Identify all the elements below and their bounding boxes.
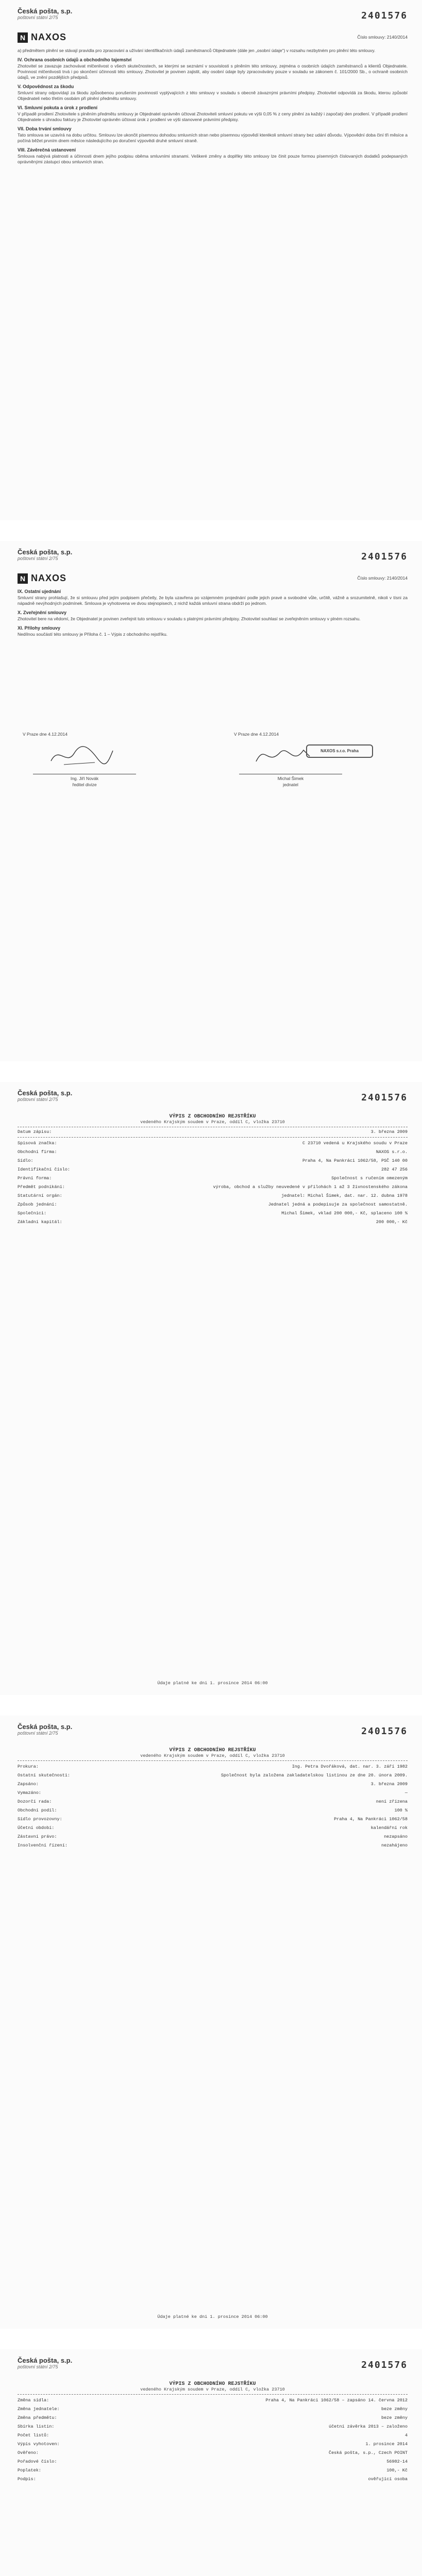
company-subtitle: poštovní státní 2/75 — [18, 2364, 58, 2369]
company-name: Česká pošta, s.p. — [18, 1089, 73, 1097]
register-row: Dozorčí rada: není zřízena — [18, 1799, 408, 1804]
register-subtitle: vedeného Krajským soudem v Praze, oddíl C, vložka 23710 — [140, 1753, 285, 1758]
register-row: Sídlo provozovny: Praha 4, Na Pankráci 1062/58 — [18, 1817, 408, 1822]
contract-section: X. Zveřejnění smlouvy Zhotovitel bere na vědomí, že Objednatel je povinen zveřejnit tuto smlouvu v souladu s platnými právními předpisy. Zhotovitel souhlasí se zveřejněním smlouvy v plném rozsahu. — [18, 610, 361, 621]
register-row: Spisová značka: C 23710 vedená u Krajského soudu v Praze — [18, 1141, 408, 1146]
contract-sections — [18, 57, 408, 165]
register-row: Počet listů: 4 — [18, 2433, 408, 2438]
signature-block — [18, 732, 408, 809]
page-footer: Údaje platné ke dni 1. prosince 2014 06:00 — [157, 2314, 268, 2319]
contract-section: VII. Doba trvání smlouvy Tato smlouva se uzavírá na dobu určitou. Smlouvu lze ukončit písemnou dohodou smluvních stran nebo písemnou výpovědí kterékoli smluvní strany bez udání důvodu. Výpovědní doba činí tři měsíce a počíná běžet prvním dnem měsíce následujícího po doručení výpovědi druhé smluvní straně. — [18, 126, 408, 143]
register-row: Změna sídla: Praha 4, Na Pankráci 1062/58 – zapsáno 14. června 2012 — [18, 2398, 408, 2403]
signature-right-scribble — [252, 741, 314, 769]
page-header — [18, 2357, 72, 2369]
contract-section: IX. Ostatní ujednání Smluvní strany prohlašují, že si smlouvu před jejím podpisem přečetly, že byla uzavřena po vzájemném projednání podle jejich pravé a svobodné vůle, určitě, vážně a srozumitelně, nikoli v tísni za nápadně nevýhodných podmínek. Smlouva je vyhotovena ve dvou stejnopisech, z nichž každá smluvní strana obdrží po jednom. — [18, 589, 408, 606]
register-entries — [18, 1764, 408, 1849]
register-row: Vymazáno: — — [18, 1790, 408, 1795]
company-name: Česká pošta, s.p. — [18, 548, 73, 556]
page-header — [18, 548, 72, 561]
register-row: Zapsáno: 3. března 2009 — [18, 1782, 408, 1787]
register-row: Společníci: Michal Šimek, vklad 200 000,- Kč, splaceno 100 % — [18, 1211, 408, 1216]
signature-place-left: V Praze dne 4.12.2014 — [23, 732, 67, 737]
naxos-logo-icon: N — [18, 573, 28, 584]
company-subtitle: poštovní státní 2/75 — [18, 15, 58, 20]
signatory-right: Michal Šimek jednatel — [277, 776, 304, 787]
register-row: Změna předmětu: beze změny — [18, 2415, 408, 2420]
contract-section: V. Odpovědnost za škodu Smluvní strany odpovídají za škodu způsobenou porušením povinností vyplývajících z této smlouvy v souladu s obecně závaznými právními předpisy. Zhotovitel odpovídá za škodu, kterou způsobí Objednateli nebo třetím osobám při plnění předmětu smlouvy. — [18, 84, 408, 101]
register-row: Insolvenční řízení: nezahájeno — [18, 1843, 408, 1848]
register-subtitle: vedeného Krajským soudem v Praze, oddíl C, vložka 23710 — [140, 2387, 285, 2392]
document-page-1 — [0, 0, 422, 520]
register-row: Pořadové číslo: 56982-14 — [18, 2459, 408, 2464]
register-row: Ostatní skutečnosti: Společnost byla založena zakladatelskou listinou ze dne 20. února 2009. — [18, 1773, 408, 1778]
company-name: Česká pošta, s.p. — [18, 2357, 73, 2364]
register-row: Sídlo: Praha 4, Na Pankráci 1062/58, PSČ 140 00 — [18, 1158, 408, 1163]
register-row: Obchodní podíl: 100 % — [18, 1808, 408, 1813]
page-header — [18, 1089, 72, 1102]
register-page-3 — [0, 2349, 422, 2576]
page-footer: Údaje platné ke dni 1. prosince 2014 06:00 — [157, 1681, 268, 1686]
contract-section: VIII. Závěrečná ustanovení Smlouva nabývá platnosti a účinnosti dnem jejího podpisu oběma smluvními stranami. Veškeré změny a doplňky této smlouvy lze činit pouze formou písemných číslovaných dodatků podepsaných oprávněnými zástupci obou smluvních stran. — [18, 147, 408, 164]
document-page-2 — [0, 541, 422, 1061]
company-name: Česká pošta, s.p. — [18, 7, 73, 15]
intro-paragraph: a) předmětem plnění se stávají pravidla pro zpracování a užívání identifikačních údajů zaměstnanců Objednatele (dále jen „osobní údaje“) v rozsahu nezbytném pro plnění této smlouvy. — [18, 48, 376, 53]
register-row: Podpis: ověřující osoba — [18, 2477, 408, 2482]
contract-section: IV. Ochrana osobních údajů a obchodního tajemství Zhotovitel se zavazuje zachovávat mlčenlivost o všech skutečnostech, se kterými se seznámí v souvislosti s plněním této smlouvy, zejména o osobních údajích zaměstnanců a klientů Objednatele. Povinnost mlčenlivosti trvá i po skončení účinnosti této smlouvy. Zhotovitel je povinen zajistit, aby osobní údaje byly zpracovávány pouze v souladu se zákonem č. 101/2000 Sb., o ochraně osobních údajů, ve znění pozdějších předpisů. — [18, 57, 408, 80]
register-date-row: Datum zápisu: 3. března 2009 — [18, 1129, 408, 1134]
register-page-2 — [0, 1716, 422, 2329]
register-row: Prokura: Ing. Petra Dvořáková, dat. nar. 3. září 1982 — [18, 1764, 408, 1769]
register-row: Způsob jednání: Jednatel jedná a podepisuje za společnost samostatně. — [18, 1202, 408, 1207]
register-row: Základní kapitál: 200 000,- Kč — [18, 1219, 408, 1225]
register-title: VÝPIS Z OBCHODNÍHO REJSTŘÍKU — [169, 1748, 256, 1753]
contract-reference: Číslo smlouvy: 2140/2014 — [357, 575, 408, 581]
signature-left-scribble — [48, 743, 115, 769]
signatory-left: Ing. Jiří Novák ředitel divize — [70, 776, 99, 787]
naxos-logo: N NAXOS — [18, 573, 66, 584]
register-row: Obchodní firma: NAXOS s.r.o. — [18, 1149, 408, 1155]
register-entries — [18, 1141, 408, 1225]
company-name: Česká pošta, s.p. — [18, 1723, 73, 1731]
company-stamp: NAXOS s.r.o. Praha — [306, 744, 373, 758]
company-subtitle: poštovní státní 2/75 — [18, 1731, 58, 1736]
document-number: 2401576 — [361, 2360, 408, 2370]
naxos-logo: N NAXOS — [18, 32, 66, 43]
register-title: VÝPIS Z OBCHODNÍHO REJSTŘÍKU — [169, 1114, 256, 1120]
contract-section: XI. Přílohy smlouvy Nedílnou součástí této smlouvy je Příloha č. 1 – Výpis z obchodního rejstříku. — [18, 625, 168, 637]
register-row: Zástavní právo: nezapsáno — [18, 1834, 408, 1839]
register-row: Předmět podnikání: výroba, obchod a služby neuvedené v přílohách 1 až 3 živnostenského zákona — [18, 1184, 408, 1190]
document-number: 2401576 — [361, 1726, 408, 1737]
signature-place-right: V Praze dne 4.12.2014 — [234, 732, 279, 737]
document-number: 2401576 — [361, 1092, 408, 1103]
register-row: Změna jednatele: beze změny — [18, 2406, 408, 2412]
document-number: 2401576 — [361, 551, 408, 562]
register-title: VÝPIS Z OBCHODNÍHO REJSTŘÍKU — [169, 2381, 256, 2387]
document-number: 2401576 — [361, 10, 408, 21]
contract-section: VI. Smluvní pokuta a úrok z prodlení V případě prodlení Zhotovitele s plněním předmětu smlouvy je Objednatel oprávněn účtovat Zhotoviteli smluvní pokutu ve výši 0,05 % z ceny plnění za každý i započatý den prodlení. V případě prodlení Objednatele s úhradou faktury je Zhotovitel oprávněn účtovat úrok z prodlení ve výši stanovené právními předpisy. — [18, 105, 408, 122]
register-row: Identifikační číslo: 282 47 256 — [18, 1167, 408, 1172]
register-row: Ověřeno: Česká pošta, s.p., Czech POINT — [18, 2450, 408, 2455]
register-row: Statutární orgán: jednatel: Michal Šimek, dat. nar. 12. dubna 1978 — [18, 1193, 408, 1198]
register-subtitle: vedeného Krajským soudem v Praze, oddíl C, vložka 23710 — [140, 1120, 285, 1125]
register-page-1 — [0, 1082, 422, 1695]
register-row: Sbírka listin: účetní závěrka 2013 – založeno — [18, 2424, 408, 2429]
page-header — [18, 7, 72, 20]
register-row: Výpis vyhotoven: 1. prosince 2014 — [18, 2442, 408, 2447]
register-row: Právní forma: Společnost s ručením omezeným — [18, 1176, 408, 1181]
register-row: Poplatek: 100,- Kč — [18, 2468, 408, 2473]
company-subtitle: poštovní státní 2/75 — [18, 556, 58, 561]
company-subtitle: poštovní státní 2/75 — [18, 1097, 58, 1102]
register-row: Účetní období: kalendářní rok — [18, 1825, 408, 1831]
page-header — [18, 1723, 72, 1736]
contract-reference: Číslo smlouvy: 2140/2014 — [357, 34, 408, 40]
naxos-logo-icon: N — [18, 32, 28, 43]
register-entries — [18, 2398, 408, 2482]
